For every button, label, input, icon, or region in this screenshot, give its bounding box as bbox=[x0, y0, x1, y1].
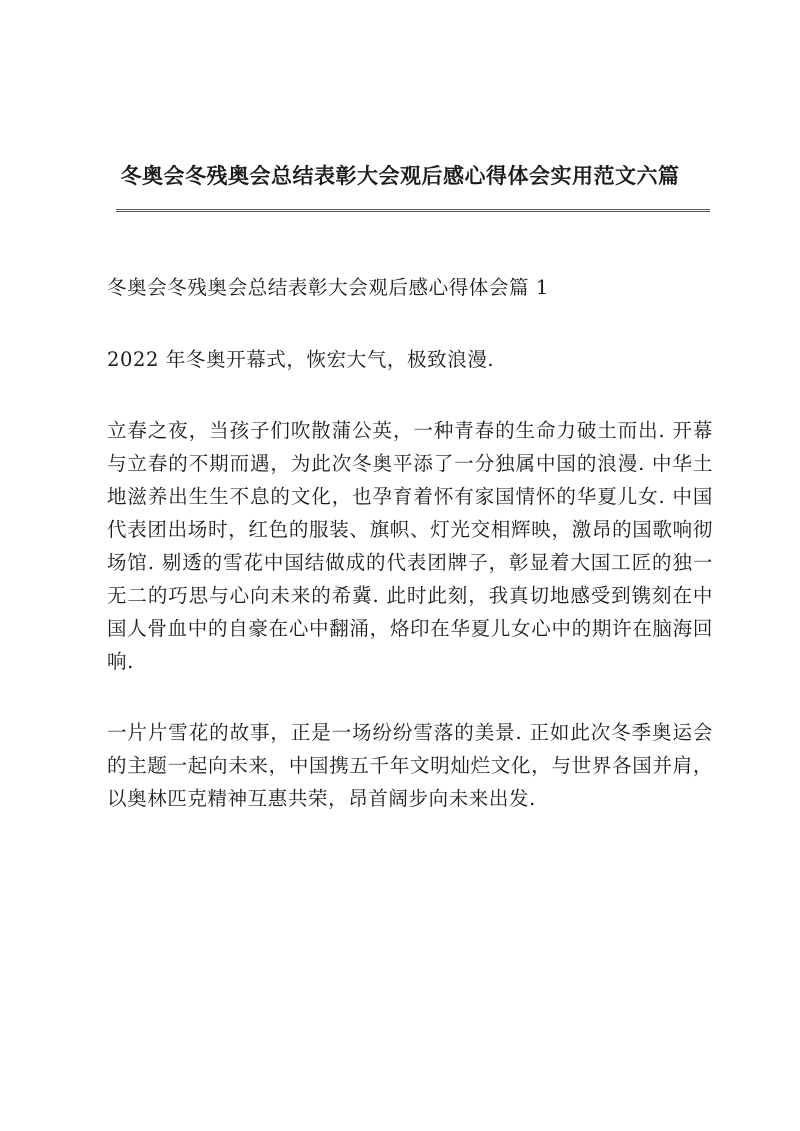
paragraph: 立春之夜，当孩子们吹散蒲公英，一种青春的生命力破土而出. 开幕与立春的不期而遇，为此次冬奥平添了一分独属中国的浪漫. 中华土地滋养出生生不息的文化，也孕育着怀有家国情怀的华夏儿女. 中国代表团出场时，红色的服装、旗帜、灯光交相辉映，激昂的国歌响彻场馆. 剔透的雪花中国结做成的代表团牌子，彰显着大国工匠的独一无二的巧思与心向未来的希冀. 此时此刻，我真切地感受到镌刻在中国人骨血中的自豪在心中翻涌，烙印在华夏儿女心中的期许在脑海回响. bbox=[107, 419, 713, 673]
paragraph: 2022 年冬奥开幕式，恢宏大气，极致浪漫. bbox=[107, 348, 495, 371]
title-divider bbox=[116, 209, 710, 212]
document-body bbox=[107, 271, 713, 815]
paragraph: 一片片雪花的故事，正是一场纷纷雪落的美景. 正如此次冬季奥运会的主题一起向未来，中国携五千年文明灿烂文化，与世界各国并肩，以奥林匹克精神互惠共荣，昂首阔步向未来出发. bbox=[107, 721, 713, 810]
document-title: 冬奥会冬残奥会总结表彰大会观后感心得体会实用范文六篇 bbox=[120, 163, 680, 188]
section-heading: 冬奥会冬残奥会总结表彰大会观后感心得体会篇 1 bbox=[107, 276, 549, 299]
